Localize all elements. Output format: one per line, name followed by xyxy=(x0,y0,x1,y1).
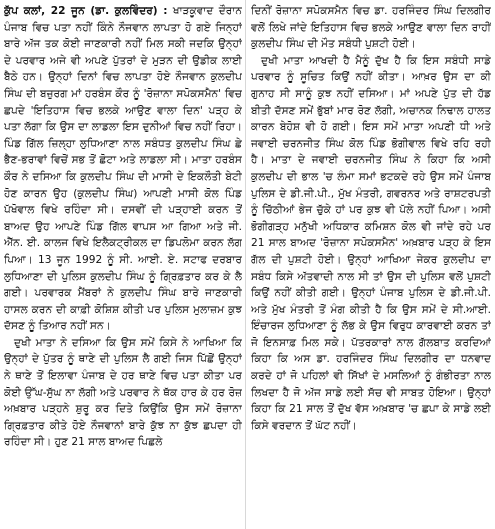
article-text: ਖਾੜਕੂਵਾਦ ਦੌਰਾਨ ਪੰਜਾਬ ਵਿਚ ਪਤਾ ਨਹੀਂ ਕਿੰਨੇ ਨੌਜਵਾਨ ਲਾਪਤਾ ਹੋ ਗਏ ਜਿਨ੍ਹਾਂ ਬਾਰੇ ਅੱਜ ਤਕ ਕੋਈ ਜਾਣਕਾਰੀ ਨਹੀਂ ਮਿਲ ਸਕੀ ਜਦਕਿ ਉਨ੍ਹਾਂ ਦੇ ਪਰਵਾਰ ਅਜੇ ਵੀ ਅਪਣੇ ਪੁੱਤਰਾਂ ਦੇ ਮੁੜਨ ਦੀ ਉਡੀਕ ਲਾਈ ਬੈਠੇ ਹਨ। ਉਨ੍ਹਾਂ ਦਿਨਾਂ ਵਿਚ ਲਾਪਤਾ ਹੋਏ ਨੌਜਵਾਨ ਕੁਲਦੀਪ ਸਿੰਘ ਦੀ ਬਜ਼ੁਰਗ ਮਾਂ ਹਰਬੰਸ ਕੌਰ ਨੂੰ 'ਰੋਜ਼ਾਨਾ ਸਪੋਕਸਮੈਨ' ਵਿਚ ਛਪਦੇ 'ਇਤਿਹਾਸ ਵਿਚ ਭਲਕੇ ਆਉਣ ਵਾਲਾ ਦਿਨ' ਪੜ੍ਹ ਕੇ ਪਤਾ ਲੱਗਾ ਕਿ ਉਸ ਦਾ ਲਾਡਲਾ ਇਸ ਦੁਨੀਆਂ ਵਿਚ ਨਹੀਂ ਰਿਹਾ। ਪਿੰਡ ਗਿੱਲ ਜ਼ਿਲ੍ਹਾ ਲੁਧਿਆਣਾ ਨਾਲ ਸਬੰਧਤ ਕੁਲਦੀਪ ਸਿੰਘ ਛੇ ਭੈਣ-ਭਰਾਵਾਂ ਵਿਚੋਂ ਸਭ ਤੋਂ ਛੋਟਾ ਅਤੇ ਲਾਡਲਾ ਸੀ। ਮਾਤਾ ਹਰਬੰਸ ਕੌਰ ਨੇ ਦਸਿਆ ਕਿ ਕੁਲਦੀਪ ਸਿੰਘ ਦੀ ਮਾਸੀ ਦੇ ਇਕਲੌਤੀ ਬੇਟੀ ਹੋਣ ਕਾਰਨ ਉਹ (ਕੁਲਦੀਪ ਸਿੰਘ) ਆਪਣੀ ਮਾਸੀ ਕੋਲ ਪਿੰਡ ਪੱਖੋਵਾਲ ਵਿਖੇ ਰਹਿੰਦਾ ਸੀ। ਦਸਵੀਂ ਦੀ ਪੜ੍ਹਾਈ ਕਰਨ ਤੋਂ ਬਾਅਦ ਉਹ ਆਪਣੇ ਪਿੰਡ ਗਿੱਲ ਵਾਪਸ ਆ ਗਿਆ ਅਤੇ ਜੀ. ਐੱਨ. ਈ. ਕਾਲਜ ਵਿਖੇ ਇਲੈਕਟ੍ਰੀਕਲ ਦਾ ਡਿਪਲੋਮਾ ਕਰਨ ਲੱਗ ਪਿਆ। 13 ਜੂਨ 1992 ਨੂੰ ਸੀ. ਆਈ. ਏ. ਸਟਾਫ ਦਰਬਾਰ ਲੁਧਿਆਣਾ ਦੀ ਪੁਲਿਸ ਕੁਲਦੀਪ ਸਿੰਘ ਨੂੰ ਗ੍ਰਿਫ਼ਤਾਰ ਕਰ ਕੇ ਲੈ ਗਈ। ਪਰਵਾਰਕ ਮੈਂਬਰਾਂ ਨੇ ਕੁਲਦੀਪ ਸਿੰਘ ਬਾਰੇ ਜਾਣਕਾਰੀ ਹਾਸਲ ਕਰਨ ਦੀ ਕਾਫ਼ੀ ਕੋਸ਼ਿਸ਼ ਕੀਤੀ ਪਰ ਪੁਲਿਸ ਮੁਲਾਜ਼ਮ ਕੁਝ ਦੱਸਣ ਨੂੰ ਤਿਆਰ ਨਹੀਂ ਸਨ। xyxy=(4,5,242,333)
article-text: ਦਿਨੀਂ ਰੋਜ਼ਾਨਾ ਸਪੋਕਸਮੈਨ ਵਿਚ ਡਾ. ਹਰਜਿੰਦਰ ਸਿੰਘ ਦਿਲਗੀਰ ਵਲੋਂ ਲਿਖੇ ਜਾਂਦੇ ਇਤਿਹਾਸ ਵਿਚ ਭਲਕੇ ਆਉਣ ਵਾਲਾ ਦਿਨ ਰਾਹੀਂ ਕੁਲਦੀਪ ਸਿੰਘ ਦੀ ਮੌਤ ਸਬੰਧੀ ਪੁਸ਼ਟੀ ਹੋਈ। xyxy=(251,5,491,51)
column-divider xyxy=(245,0,246,529)
article-text: ਦੁਖੀ ਮਾਤਾ ਆਖਦੀ ਹੈ ਮੈਨੂੰ ਦੁੱਖ ਹੈ ਕਿ ਇਸ ਸਬੰਧੀ ਸਾਡੇ ਪਰਵਾਰ ਨੂੰ ਸੂਚਿਤ ਕਿਉਂ ਨਹੀਂ ਕੀਤਾ। ਆਖ਼ਰ ਉਸ ਦਾ ਕੀ ਗੁਨਾਹ ਸੀ ਸਾਨੂੰ ਕੁਝ ਨਹੀਂ ਦਸਿਆ। ਮਾਂ ਅਪਣੇ ਪੁੱਤ ਦੀ ਹੱਡ ਬੀਤੀ ਦੱਸਣ ਸਮੇਂ ਭੁੱਬਾਂ ਮਾਰ ਰੋਣ ਲੱਗੀ, ਅਚਾਨਕ ਨਿਢਾਲ ਹਾਲਤ ਕਾਰਨ ਬੇਹੋਸ਼ ਵੀ ਹੋ ਗਈ। ਇਸ ਸਮੇਂ ਮਾਤਾ ਅਪਣੀ ਧੀ ਅਤੇ ਜਵਾਈ ਚਰਨਜੀਤ ਸਿੰਘ ਕੋਲ ਪਿੰਡ ਭੋਗੀਵਾਲ ਵਿਖੇ ਰਹਿ ਰਹੀ ਹੈ। ਮਾਤਾ ਦੇ ਜਵਾਈ ਚਰਨਜੀਤ ਸਿੰਘ ਨੇ ਕਿਹਾ ਕਿ ਅਸੀ ਕੁਲਦੀਪ ਦੀ ਭਾਲ 'ਚ ਲੰਮਾ ਸਮਾਂ ਭਟਕਦੇ ਰਹੇ ਉਸ ਸਮੇਂ ਪੰਜਾਬ ਪੁਲਿਸ ਦੇ ਡੀ.ਜੀ.ਪੀ., ਮੁੱਖ ਮੰਤਰੀ, ਗਵਰਨਰ ਅਤੇ ਰਾਸ਼ਟਰਪਤੀ ਨੂੰ ਚਿੱਠੀਆਂ ਭੇਜ ਚੁੱਕੇ ਹਾਂ ਪਰ ਕੁਝ ਵੀ ਪੱਲੇ ਨਹੀਂ ਪਿਆ। ਅਸੀ ਭੋਗੀਗੜ੍ਹ ਮਨੁੱਖੀ ਅਧਿਕਾਰ ਕਮਿਸ਼ਨ ਕੋਲ ਵੀ ਜਾਂਦੇ ਰਹੇ ਪਰ 21 ਸਾਲ ਬਾਅਦ 'ਰੋਜ਼ਾਨਾ ਸਪੋਕਸਮੈਨ' ਅਖ਼ਬਾਰ ਪੜ੍ਹ ਕੇ ਇਸ ਗੱਲ ਦੀ ਪੁਸ਼ਟੀ ਹੋਈ। ਉਨ੍ਹਾਂ ਆਖਿਆ ਜੇਕਰ ਕੁਲਦੀਪ ਦਾ ਸਬੰਧ ਕਿਸੇ ਅੱਤਵਾਦੀ ਨਾਲ ਸੀ ਤਾਂ ਉਸ ਦੀ ਪੁਲਿਸ ਵਲੋਂ ਪੁਸ਼ਟੀ ਕਿਉਂ ਨਹੀਂ ਕੀਤੀ ਗਈ। ਉਨ੍ਹਾਂ ਪੰਜਾਬ ਪੁਲਿਸ ਦੇ ਡੀ.ਜੀ.ਪੀ. ਅਤੇ ਮੁੱਖ ਮੰਤਰੀ ਤੋਂ ਮੰਗ ਕੀਤੀ ਹੈ ਕਿ ਉਸ ਸਮੇਂ ਦੇ ਸੀ.ਆਈ. ਇੰਚਾਰਜ ਲੁਧਿਆਣਾ ਨੂੰ ਲੱਭ ਕੇ ਉਸ ਵਿਰੁਧ ਕਾਰਵਾਈ ਕਰਨ ਤਾਂ ਜੋ ਇਨਸਾਫ਼ ਮਿਲ ਸਕੇ। ਪੱਤਰਕਾਰਾਂ ਨਾਲ ਗੱਲਬਾਤ ਕਰਦਿਆਂ ਕਿਹਾ ਕਿ ਅਸ ਡਾ. ਹਰਜਿੰਦਰ ਸਿੰਘ ਦਿਲਗੀਰ ਦਾ ਧਨਵਾਦ ਕਰਦੇ ਹਾਂ ਜੋ ਪਹਿਲਾਂ ਵੀ ਸਿੱਖਾਂ ਦੇ ਮਸਲਿਆਂ ਨੂੰ ਗੰਭੀਰਤਾ ਨਾਲ ਲਿਖਦਾ ਹੈ ਜੋ ਅੱਜ ਸਾਡੇ ਲਈ ਸੱਚ ਵੀ ਸਾਬਤ ਹੋਇਆ। ਉਨ੍ਹਾਂ ਕਿਹਾ ਕਿ 21 ਸਾਲ ਤੋਂ ਦੁੱਖ ਵੱਸ ਅਖ਼ਬਾਰ 'ਚ ਛਪਾ ਕੇ ਸਾਡੇ ਲਈ ਕਿਸੇ ਵਰਦਾਨ ਤੋਂ ਘੱਟ ਨਹੀਂ। xyxy=(251,54,491,432)
article-text: ਦੁਖੀ ਮਾਤਾ ਨੇ ਦਸਿਆ ਕਿ ਉਸ ਸਮੇਂ ਕਿਸੇ ਨੇ ਆਖਿਆ ਕਿ ਉਨ੍ਹਾਂ ਦੇ ਪੁੱਤਰ ਨੂੰ ਥਾਣੇ ਦੀ ਪੁਲਿਸ ਲੈ ਗਈ ਜਿਸ ਪਿੱਛੋਂ ਉਨ੍ਹਾਂ ਨੇ ਥਾਣੇ ਤੋਂ ਇਲਾਵਾ ਪੰਜਾਬ ਦੇ ਹਰ ਥਾਣੇ ਵਿਚ ਪਤਾ ਕੀਤਾ ਪਰ ਕੋਈ ਉੱਘ-ਸੁੱਘ ਨਾ ਲੱਗੀ ਅਤੇ ਪਰਵਾਰ ਨੇ ਥੱਕ ਹਾਰ ਕੇ ਹਰ ਰੋਜ਼ ਅਖ਼ਬਾਰ ਪੜ੍ਹਨੇ ਸ਼ੁਰੂ ਕਰ ਦਿਤੇ ਕਿਉਂਕਿ ਉਸ ਸਮੇਂ ਰੋਜ਼ਾਨਾ ਗ੍ਰਿਫ਼ਤਾਰ ਕੀਤੇ ਹੋਏ ਨੌਜਵਾਨਾਂ ਬਾਰੇ ਕੁੱਝ ਨਾ ਕੁੱਝ ਛਪਦਾ ਹੀ ਰਹਿੰਦਾ ਸੀ। ਹੁਣ 21 ਸਾਲ ਬਾਅਦ ਪਿਛਲੇ xyxy=(4,336,242,449)
article-paragraph xyxy=(4,3,242,335)
article-column-left xyxy=(4,3,242,529)
article-paragraph xyxy=(251,3,491,53)
article-column-right xyxy=(251,3,491,529)
article-dateline: ਕੁੱਪ ਕਲਾਂ, 22 ਜੂਨ (ਡਾ. ਕੁਲਵਿੰਦਰ) : xyxy=(4,5,168,17)
article-paragraph xyxy=(251,53,491,435)
article-paragraph xyxy=(4,335,242,451)
